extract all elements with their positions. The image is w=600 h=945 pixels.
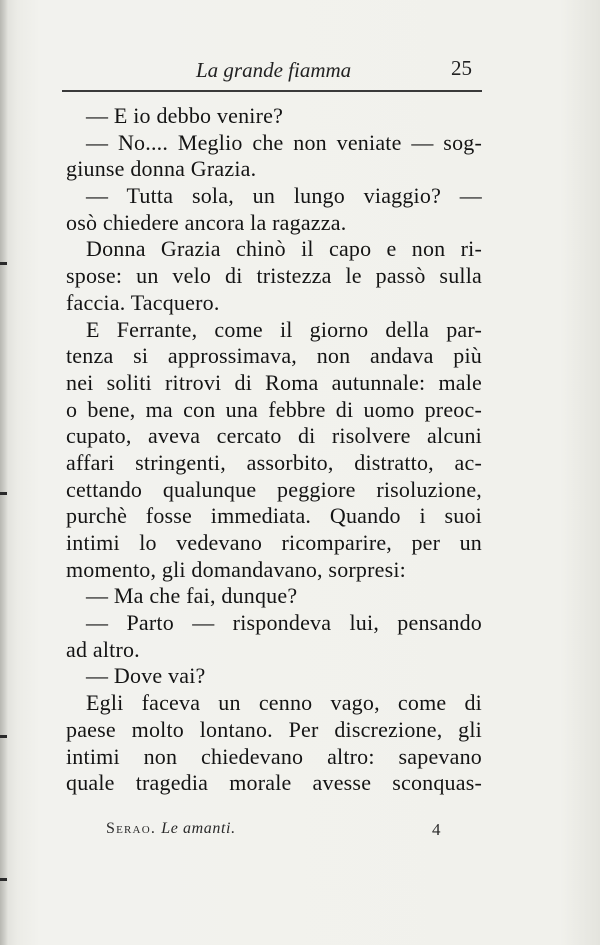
spine-mark [0,262,7,265]
text-line: intimi non chiedevano altro: sapevano [66,743,482,769]
text-line: faccia. Tacquero. [66,289,220,315]
text-line: nei soliti ritrovi di Roma autunnale: male [66,369,482,395]
footer-author: Serao. [106,820,157,837]
text-line: affari stringenti, assorbito, distratto, ac- [66,449,482,475]
text-line: E Ferrante, come il giorno della par- [86,316,482,342]
page-header [0,52,600,82]
text-line: giunse donna Grazia. [66,156,257,182]
header-rule [62,90,482,92]
footer-book-title: Le amanti. [161,820,236,837]
page-footer [0,820,600,850]
text-line: o bene, ma con una febbre di uomo preoc- [66,396,482,422]
text-line: momento, gli domandavano, sorpresi: [66,556,406,582]
text-line: Egli faceva un cenno vago, come di [86,690,482,716]
text-line: — Dove vai? [86,663,206,689]
text-line: quale tragedia morale avesse sconquas- [66,770,482,796]
text-line: — Ma che fai, dunque? [86,583,298,609]
spine-mark [0,878,7,881]
text-line: osò chiedere ancora la ragazza. [66,209,347,235]
text-line: tenza si approssimava, non andava più [66,343,482,369]
page-spine-shadow [0,0,8,945]
sheet-number: 4 [432,820,441,839]
text-line: Donna Grazia chinò il capo e non ri- [86,236,482,262]
running-title: La grande fiamma [196,58,352,82]
text-line: — Parto — rispondeva lui, pensando [86,610,482,636]
spine-mark [0,492,7,495]
text-line: — Tutta sola, un lungo viaggio? — [86,183,482,209]
text-line: spose: un velo di tristezza le passò sulla [66,263,482,289]
text-line: ad altro. [66,636,140,662]
text-line: cupato, aveva cercato di risolvere alcuni [66,423,482,449]
text-line: — E io debbo venire? [86,103,284,128]
text-line: purchè fosse immediata. Quando i suoi [66,503,482,529]
text-line: paese molto lontano. Per discrezione, gli [66,716,482,742]
text-line: — No.... Meglio che non veniate — sog- [86,129,482,155]
footer-signature [106,820,236,838]
page-number: 25 [451,56,472,80]
body-text [66,103,482,797]
text-line: cettando qualunque peggiore risoluzione, [66,476,482,502]
text-line: intimi lo vedevano ricomparire, per un [66,530,482,555]
spine-mark [0,735,7,738]
